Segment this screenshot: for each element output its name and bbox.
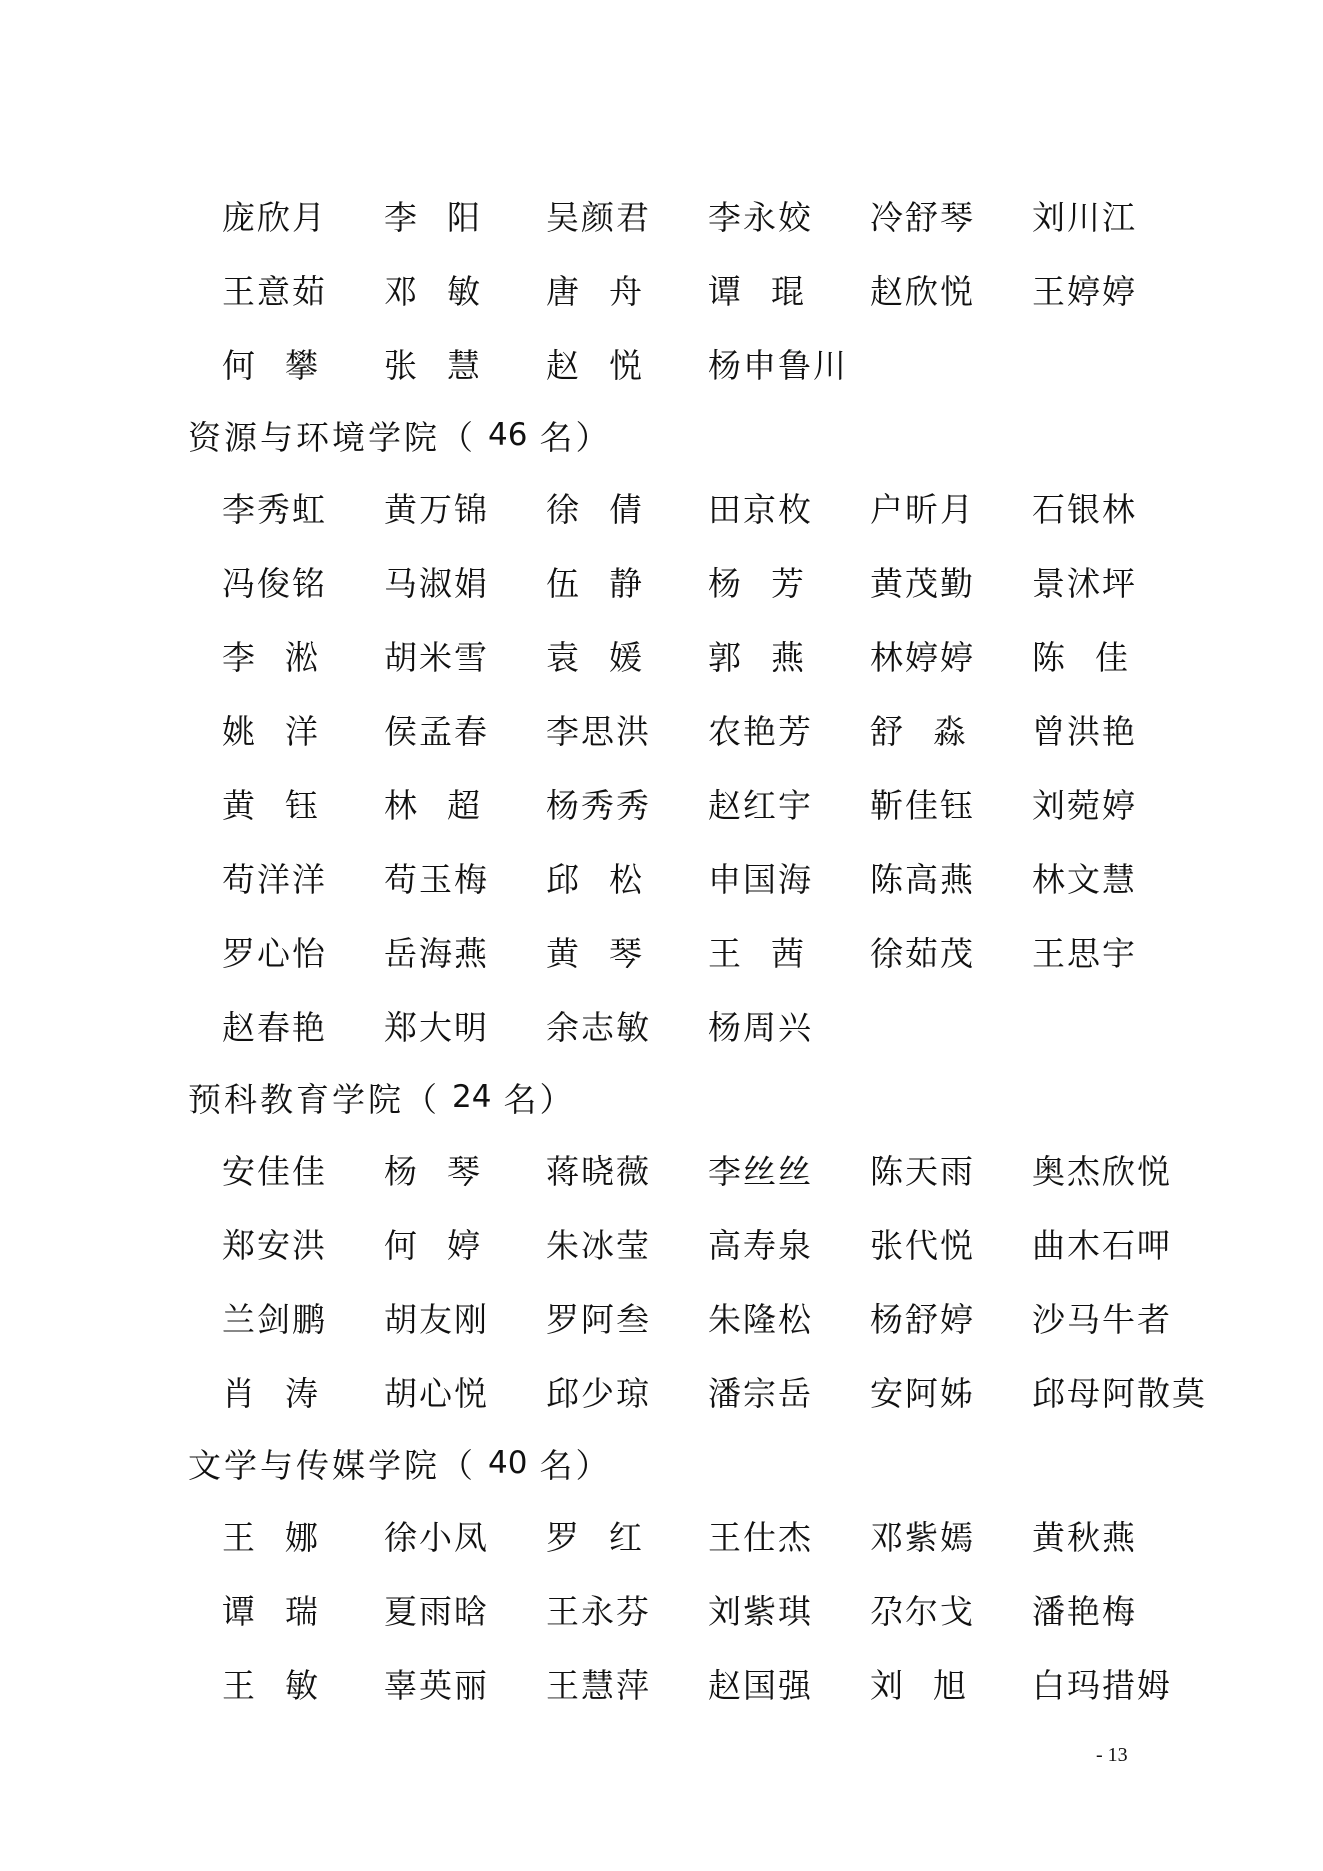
section-heading — [188, 1062, 1248, 1132]
name-row — [222, 914, 1248, 988]
student-name: 庞欣月 — [222, 197, 327, 237]
name-row — [222, 1572, 1248, 1646]
student-name: 陈天雨 — [870, 1151, 975, 1191]
student-name: 邓敏 — [384, 271, 510, 311]
student-name: 马淑娟 — [384, 563, 489, 603]
student-name: 黄钰 — [222, 785, 348, 825]
name-row — [222, 1132, 1248, 1206]
student-name: 申国海 — [708, 859, 813, 899]
student-name: 石银林 — [1032, 489, 1137, 529]
name-row — [222, 1206, 1248, 1280]
student-name: 冯俊铭 — [222, 563, 327, 603]
section-suffix: 名） — [539, 417, 612, 457]
name-row — [222, 1354, 1248, 1428]
section-title: 资源与环境学院（ — [188, 417, 476, 457]
student-name: 林超 — [384, 785, 510, 825]
student-name: 黄万锦 — [384, 489, 489, 529]
student-name: 辜英丽 — [384, 1665, 489, 1705]
student-name: 肖涛 — [222, 1373, 348, 1413]
student-name: 何攀 — [222, 345, 348, 385]
student-name: 户昕月 — [870, 489, 975, 529]
student-name: 赵悦 — [546, 345, 672, 385]
section-title: 预科教育学院（ — [188, 1079, 440, 1119]
student-name: 郑大明 — [384, 1007, 489, 1047]
student-name: 徐茹茂 — [870, 933, 975, 973]
student-name: 赵红宇 — [708, 785, 813, 825]
student-name: 安阿姊 — [870, 1373, 975, 1413]
student-name: 黄琴 — [546, 933, 672, 973]
student-name: 李秀虹 — [222, 489, 327, 529]
student-name: 奥杰欣悦 — [1032, 1151, 1172, 1191]
student-name: 何婷 — [384, 1225, 510, 1265]
name-row — [222, 988, 1248, 1062]
student-name: 侯孟春 — [384, 711, 489, 751]
student-name: 安佳佳 — [222, 1151, 327, 1191]
student-name: 林文慧 — [1032, 859, 1137, 899]
student-name: 兰剑鹏 — [222, 1299, 327, 1339]
section-suffix: 名） — [503, 1079, 576, 1119]
student-name: 王茜 — [708, 933, 834, 973]
student-name: 杨琴 — [384, 1151, 510, 1191]
student-name: 李淞 — [222, 637, 348, 677]
student-name: 徐倩 — [546, 489, 672, 529]
student-name: 黄秋燕 — [1032, 1517, 1137, 1557]
student-name: 李思洪 — [546, 711, 651, 751]
section-count: 24 — [452, 1079, 492, 1115]
section-heading — [188, 400, 1248, 470]
student-name: 夏雨晗 — [384, 1591, 489, 1631]
name-row — [222, 326, 1248, 400]
student-name: 徐小凤 — [384, 1517, 489, 1557]
student-name: 罗红 — [546, 1517, 672, 1557]
student-name: 高寿泉 — [708, 1225, 813, 1265]
student-name: 赵国强 — [708, 1665, 813, 1705]
section-heading — [188, 1428, 1248, 1498]
student-name: 伍静 — [546, 563, 672, 603]
student-name: 谭瑞 — [222, 1591, 348, 1631]
student-name: 张慧 — [384, 345, 510, 385]
student-name: 朱冰莹 — [546, 1225, 651, 1265]
student-name: 邱松 — [546, 859, 672, 899]
student-name: 谭琨 — [708, 271, 834, 311]
student-name: 王敏 — [222, 1665, 348, 1705]
student-name: 王慧萍 — [546, 1665, 651, 1705]
student-name: 黄茂勤 — [870, 563, 975, 603]
student-name: 刘川江 — [1032, 197, 1137, 237]
student-name: 景沭坪 — [1032, 563, 1137, 603]
student-name: 陈佳 — [1032, 637, 1158, 677]
student-name: 潘宗岳 — [708, 1373, 813, 1413]
name-row — [222, 1646, 1248, 1720]
student-name: 刘紫琪 — [708, 1591, 813, 1631]
student-name: 杨秀秀 — [546, 785, 651, 825]
student-name: 苟玉梅 — [384, 859, 489, 899]
student-name: 杨申鲁川 — [708, 345, 848, 385]
student-name: 姚洋 — [222, 711, 348, 751]
student-name: 杨舒婷 — [870, 1299, 975, 1339]
student-name: 曾洪艳 — [1032, 711, 1137, 751]
student-name: 王婷婷 — [1032, 271, 1137, 311]
student-name: 邱少琼 — [546, 1373, 651, 1413]
student-name: 赵春艳 — [222, 1007, 327, 1047]
student-name: 胡米雪 — [384, 637, 489, 677]
student-name: 郑安洪 — [222, 1225, 327, 1265]
name-row — [222, 618, 1248, 692]
student-name: 刘菀婷 — [1032, 785, 1137, 825]
student-name: 农艳芳 — [708, 711, 813, 751]
student-name: 靳佳钰 — [870, 785, 975, 825]
student-name: 王思宇 — [1032, 933, 1137, 973]
student-name: 赵欣悦 — [870, 271, 975, 311]
student-name: 沙马牛者 — [1032, 1299, 1172, 1339]
student-name: 胡友刚 — [384, 1299, 489, 1339]
student-name: 林婷婷 — [870, 637, 975, 677]
student-name: 田京枚 — [708, 489, 813, 529]
student-name: 王意茹 — [222, 271, 327, 311]
name-list — [188, 178, 1248, 1720]
name-row — [222, 1498, 1248, 1572]
student-name: 潘艳梅 — [1032, 1591, 1137, 1631]
name-row — [222, 252, 1248, 326]
student-name: 舒淼 — [870, 711, 996, 751]
student-name: 胡心悦 — [384, 1373, 489, 1413]
student-name: 张代悦 — [870, 1225, 975, 1265]
student-name: 李永姣 — [708, 197, 813, 237]
student-name: 苟洋洋 — [222, 859, 327, 899]
name-row — [222, 840, 1248, 914]
section-suffix: 名） — [539, 1445, 612, 1485]
name-row — [222, 178, 1248, 252]
student-name: 余志敏 — [546, 1007, 651, 1047]
student-name: 杨周兴 — [708, 1007, 813, 1047]
student-name: 吴颜君 — [546, 197, 651, 237]
student-name: 李阳 — [384, 197, 510, 237]
section-title: 文学与传媒学院（ — [188, 1445, 476, 1485]
section-count: 46 — [488, 417, 528, 453]
name-row — [222, 1280, 1248, 1354]
name-row — [222, 470, 1248, 544]
student-name: 罗阿叁 — [546, 1299, 651, 1339]
student-name: 邱母阿散莫 — [1032, 1373, 1207, 1413]
page-number: - 13 — [1096, 1744, 1128, 1766]
student-name: 朱隆松 — [708, 1299, 813, 1339]
student-name: 王仕杰 — [708, 1517, 813, 1557]
student-name: 蒋晓薇 — [546, 1151, 651, 1191]
student-name: 袁媛 — [546, 637, 672, 677]
name-row — [222, 766, 1248, 840]
student-name: 邓紫嫣 — [870, 1517, 975, 1557]
student-name: 王永芬 — [546, 1591, 651, 1631]
student-name: 罗心怡 — [222, 933, 327, 973]
student-name: 陈高燕 — [870, 859, 975, 899]
student-name: 李丝丝 — [708, 1151, 813, 1191]
name-row — [222, 692, 1248, 766]
student-name: 郭燕 — [708, 637, 834, 677]
name-row — [222, 544, 1248, 618]
student-name: 白玛措姆 — [1032, 1665, 1172, 1705]
section-count: 40 — [488, 1445, 528, 1481]
student-name: 刘旭 — [870, 1665, 996, 1705]
student-name: 岳海燕 — [384, 933, 489, 973]
student-name: 杨芳 — [708, 563, 834, 603]
student-name: 曲木石呷 — [1032, 1225, 1172, 1265]
student-name: 唐舟 — [546, 271, 672, 311]
student-name: 尕尔戈 — [870, 1591, 975, 1631]
student-name: 冷舒琴 — [870, 197, 975, 237]
student-name: 王娜 — [222, 1517, 348, 1557]
